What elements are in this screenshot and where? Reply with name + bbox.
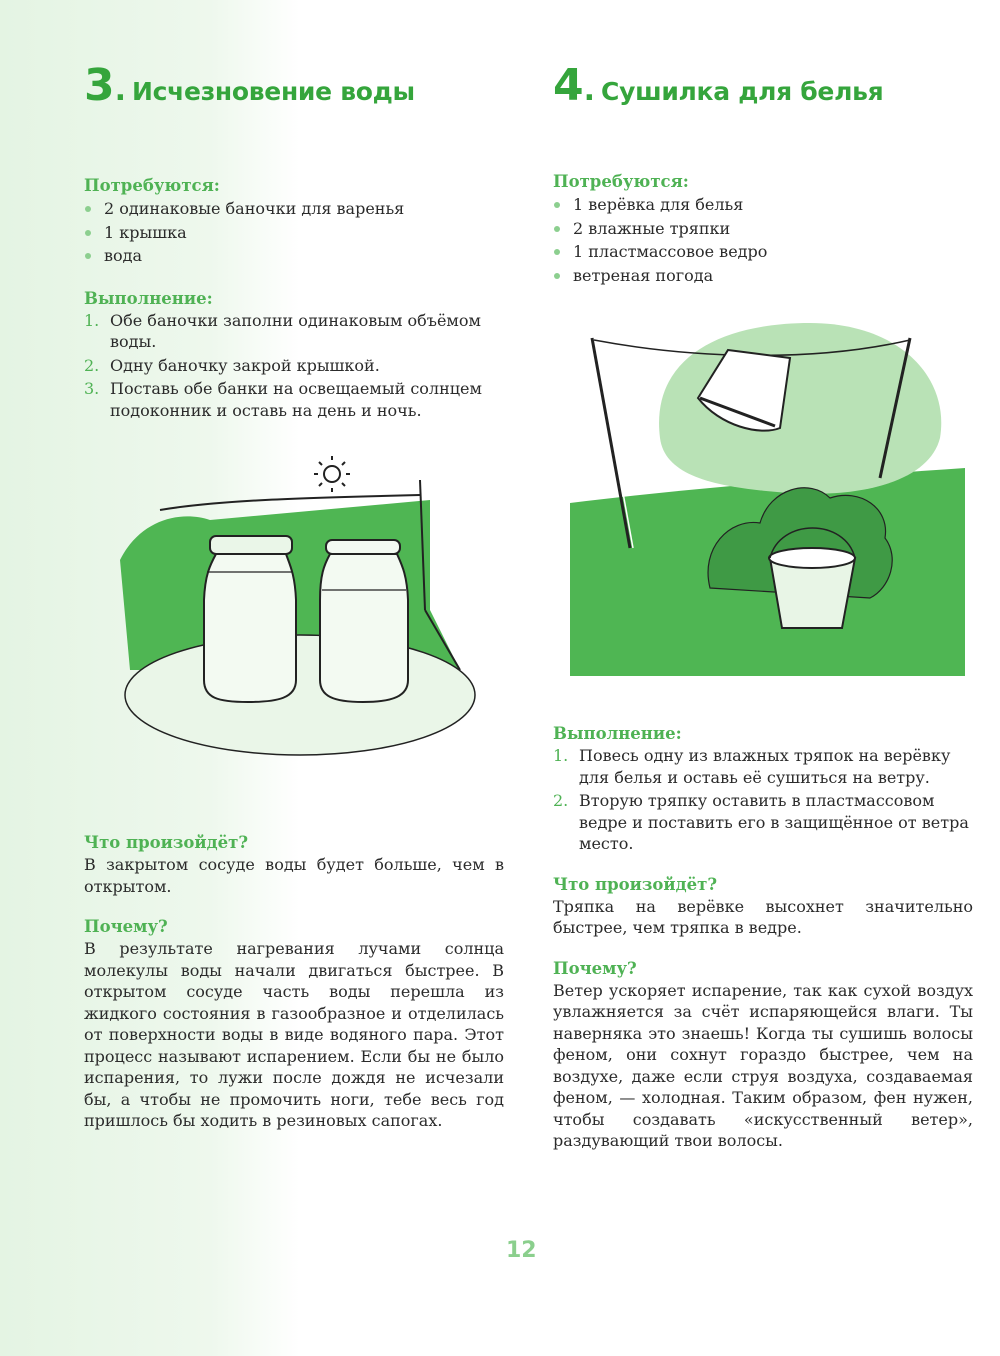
needs-list <box>84 197 504 268</box>
result-text: Тряпка на верёвке высохнет значительно быстрее, чем тряпка в ведре. <box>553 896 973 937</box>
procedure-heading: Выполнение: <box>553 724 682 743</box>
bullet-icon <box>85 253 91 259</box>
result-heading: Что произойдёт? <box>553 874 718 894</box>
title-number: 3 <box>84 60 115 111</box>
title-dot: . <box>583 73 596 108</box>
list-item: 1 верёвка для белья <box>553 193 973 217</box>
title-text: Исчезновение воды <box>132 77 415 106</box>
bullet-icon <box>554 249 560 255</box>
result-text: В закрытом сосуде воды будет больше, чем в открытом. <box>84 855 504 896</box>
needs-list <box>553 193 973 287</box>
needs-heading: Потребуются: <box>553 172 689 191</box>
list-item: вода <box>84 244 504 268</box>
list-item: 1 пластмассовое ведро <box>553 240 973 264</box>
list-item: ветреная погода <box>553 264 973 288</box>
open-jar <box>320 540 408 702</box>
list-item: 1. Повесь одну из влажных тряпок на верёвку для белья и оставь её сушиться на ветру. <box>553 746 951 787</box>
experiment-4-title <box>553 60 973 116</box>
procedure-steps <box>84 310 504 422</box>
closed-jar <box>204 536 296 702</box>
needs-heading: Потребуются: <box>84 176 220 195</box>
why-heading: Почему? <box>84 917 168 936</box>
experiment-3-title <box>84 60 504 116</box>
experiment-3-column <box>84 60 504 1130</box>
list-item: 1. Обе баночки заполни одинаковым объёмом воды. <box>84 310 481 351</box>
list-item: 2. Вторую тряпку оставить в пластмассовом ведре и поставить его в защищённое от ветра место. <box>553 791 969 853</box>
title-dot: . <box>114 73 127 108</box>
why-heading: Почему? <box>553 958 637 978</box>
title-number: 4 <box>553 60 584 111</box>
list-item: 3. Поставь обе банки на освещаемый солнцем подоконник и оставь на день и ночь. <box>84 379 482 420</box>
bullet-icon <box>554 273 560 279</box>
list-item: 2 влажные тряпки <box>553 217 973 241</box>
result-heading: Что произойдёт? <box>84 833 249 852</box>
clothesline-illustration <box>570 318 965 676</box>
bullet-icon <box>85 230 91 236</box>
list-item: 2. Одну баночку закрой крышкой. <box>84 355 380 375</box>
jars-illustration <box>100 440 500 770</box>
list-item: 2 одинаковые баночки для варенья <box>84 197 504 221</box>
title-text: Сушилка для белья <box>601 77 884 106</box>
why-text: В результате нагревания лучами солнца молекулы воды начали двигаться быстрее. В открытом сосуде часть воды перешла из жидкого состояния в газообразное и отделилась от поверхности воды в виде водяного пара. Этот процесс называют испарением. Если бы не было испарения, то лужи после дождя не исчезали бы, а чтобы не промочить ноги, тебе весь год пришлось бы ходить в резиновых сапогах. <box>84 939 504 1130</box>
bullet-icon <box>85 206 91 212</box>
procedure-heading: Выполнение: <box>84 288 213 308</box>
page-number: 12 <box>506 1238 537 1263</box>
experiment-4-column <box>553 60 973 1150</box>
why-text: Ветер ускоряет испарение, так как сухой воздух увлажняется за счёт испаряющейся влаги. Ты наверняка это знаешь! Когда ты сушишь волосы феном, они сохнут гораздо быстрее, чем на воздухе, даже если струя воздуха, создаваемая феном, — холодная. Таким образом, фен нужен, чтобы создавать «искусственный ветер», раздувающий твои волосы. <box>553 980 973 1150</box>
procedure-steps <box>553 745 973 855</box>
bullet-icon <box>554 202 560 208</box>
bullet-icon <box>554 226 560 232</box>
list-item: 1 крышка <box>84 221 504 245</box>
